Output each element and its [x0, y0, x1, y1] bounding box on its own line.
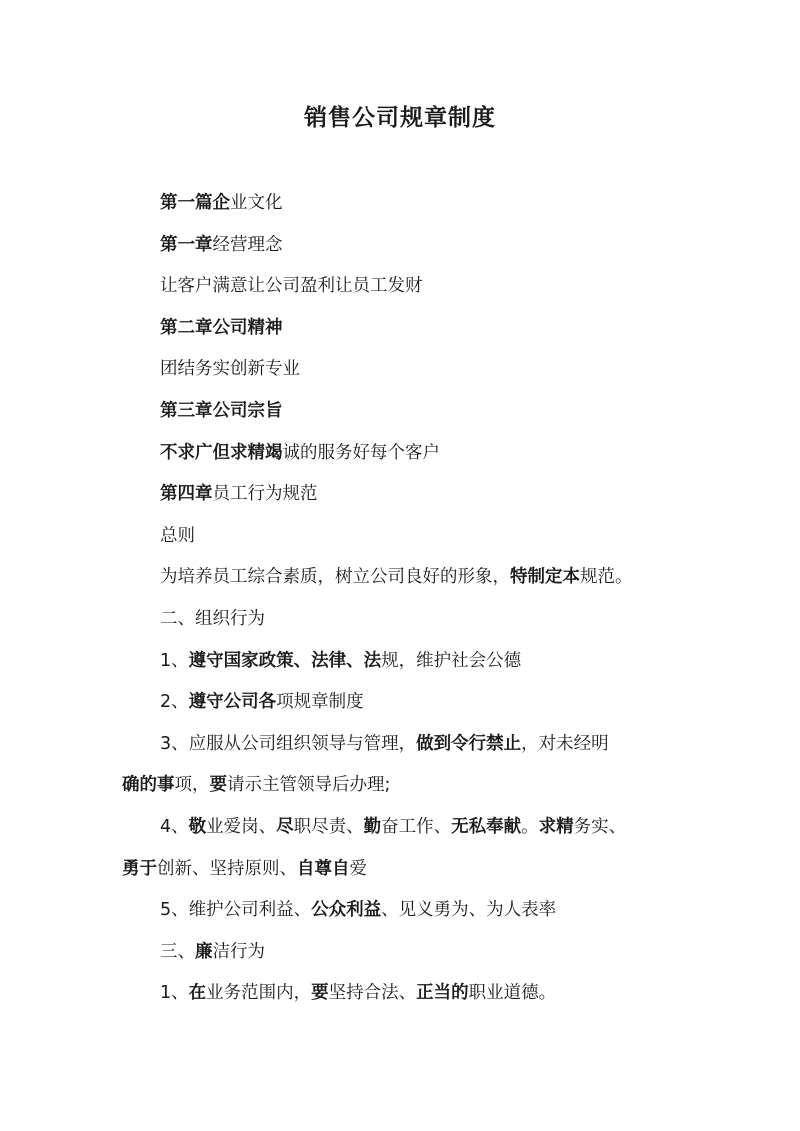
text-span: 第一篇企	[160, 193, 230, 213]
text-span: 员工行为规范	[212, 484, 318, 505]
text-span: 项规章制度	[276, 692, 364, 713]
text-span: 项，	[174, 775, 210, 796]
text-span: 第三章公司宗旨	[160, 400, 283, 421]
text-line-16	[122, 807, 700, 849]
text-line-15	[122, 765, 700, 807]
text-span: 创新、坚持原则、	[157, 858, 297, 879]
text-line-1	[122, 183, 700, 225]
text-line-20	[122, 973, 700, 1015]
text-line-17	[122, 849, 700, 891]
text-span: 尽	[276, 816, 294, 837]
text-span: 在	[188, 983, 207, 1004]
text-span: 规范。	[580, 567, 633, 588]
text-line-8	[122, 474, 700, 516]
text-span: 第一章	[160, 234, 213, 255]
text-span: 3、应服从公司组织领导与管理，	[160, 733, 417, 754]
text-line-7	[122, 433, 700, 475]
text-span: 特制定本	[510, 567, 580, 588]
text-span: 要	[311, 983, 329, 1004]
text-line-3	[122, 266, 700, 308]
text-span: 遵守公司各	[188, 692, 277, 713]
text-span: 经营理念	[212, 234, 283, 255]
text-span: 廉	[195, 941, 213, 962]
text-span: 要	[209, 775, 227, 796]
text-span: 无私奉献	[451, 816, 522, 837]
text-span: 职尽责、	[293, 816, 364, 837]
text-span: 做到令行禁止	[416, 733, 522, 754]
text-line-5	[122, 349, 700, 391]
text-span: 洁行为	[212, 941, 265, 962]
text-span: 求精	[538, 816, 574, 837]
text-span: 二、组织行为	[160, 608, 265, 629]
text-span: 让客户满意让公司盈利让员工发财	[160, 276, 423, 297]
text-span: 业文化	[230, 193, 283, 213]
text-span: 。	[521, 816, 539, 837]
text-span: 业爱岗、	[206, 816, 277, 837]
text-span: 奋工作、	[381, 816, 452, 837]
text-span: 总则	[160, 525, 195, 546]
text-line-13	[122, 682, 700, 724]
text-line-6	[122, 391, 700, 433]
text-span: 规，维护社会公德	[381, 650, 522, 671]
text-span: 1、	[160, 983, 189, 1004]
text-line-9	[122, 516, 700, 558]
text-span: 业务范围内，	[206, 983, 312, 1004]
text-span: 不求广但求精竭	[160, 442, 283, 463]
text-line-18	[122, 890, 700, 932]
text-span: 公众利益	[311, 900, 382, 921]
text-span: 2、	[160, 692, 189, 713]
text-span: 职业道德。	[468, 983, 557, 1004]
text-line-2	[122, 225, 700, 267]
text-span: 1、	[160, 650, 189, 671]
text-span: 为培养员工综合素质，树立公司良好的形象，	[160, 567, 510, 588]
text-line-12	[122, 641, 700, 683]
text-span: 第四章	[160, 484, 213, 505]
text-span: ，对未经明	[521, 733, 609, 754]
text-line-11	[122, 599, 700, 641]
text-span: 爱	[349, 858, 367, 879]
text-span: 第二章公司精神	[160, 317, 283, 338]
text-span: 4、	[160, 816, 189, 837]
text-line-14	[122, 724, 700, 766]
text-span: 三、	[160, 941, 195, 962]
text-span: 坚持合法、	[328, 983, 417, 1004]
document-body	[122, 183, 700, 1015]
text-span: 勇于	[122, 858, 157, 879]
text-line-10	[122, 557, 700, 599]
text-span: 团结务实创新专业	[160, 359, 300, 380]
text-span: 请示主管领导后办理;	[227, 775, 391, 796]
document-title: 销售公司规章制度	[304, 105, 496, 131]
text-span: 遵守国家政策、法律、法	[188, 650, 382, 671]
text-span: 正当的	[416, 983, 469, 1004]
text-span: 确的事	[122, 775, 175, 796]
text-span: 务实、	[573, 816, 627, 837]
text-line-4	[122, 308, 700, 350]
text-span: 自尊自	[297, 858, 350, 879]
text-line-19	[122, 932, 700, 974]
text-span: 诚的服务好每个客户	[282, 442, 440, 463]
text-span: 勤	[363, 816, 382, 837]
text-span: 敬	[188, 816, 207, 837]
text-span: 、见义勇为、为人表率	[381, 900, 557, 921]
text-span: 5、维护公司利益、	[160, 900, 312, 921]
